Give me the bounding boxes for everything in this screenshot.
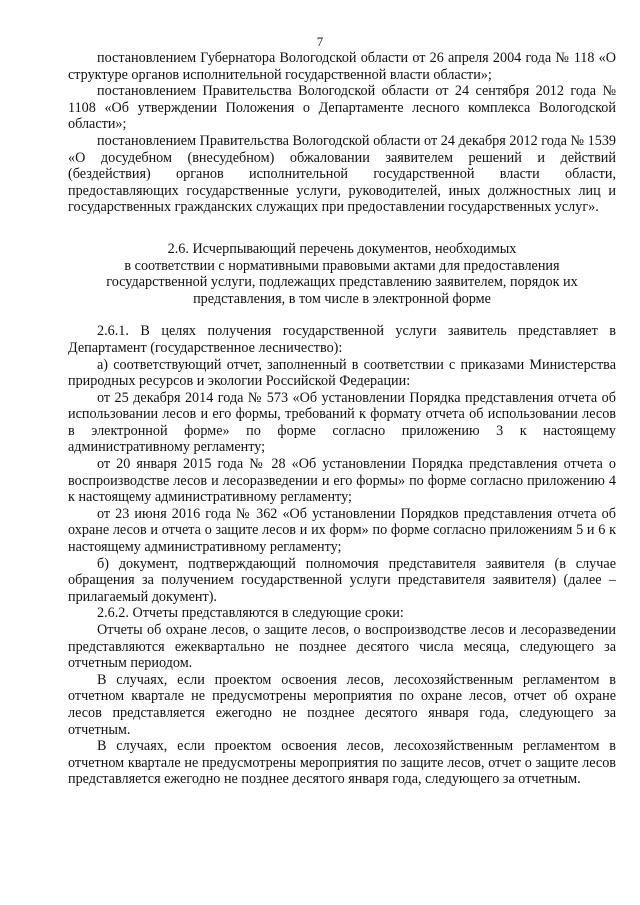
paragraph-decree-1539: постановлением Правительства Вологодской области от 24 декабря 2012 года № 1539 «О досудебном (внесудебном) обжаловании заявителем решений и действий (бездействия) органов исполнительной государственной власти области, предоставляющих государственные услуги, руководителей, иных должностных лиц и государственных гражданских служащих при предоставлении государственных услуг».: [68, 132, 616, 216]
paragraph-order-362: от 23 июня 2016 года № 362 «Об установлении Порядков представления отчета об охране лесов и отчета о защите лесов и их форм» по форме согласно приложениям 5 и 6 к настоящему административному регламенту;: [68, 505, 616, 556]
paragraph-2-6-2: 2.6.2. Отчеты представляются в следующие сроки:: [97, 605, 404, 622]
heading-line: в соответствии с нормативными правовыми актами для предоставления: [124, 257, 560, 274]
paragraph-order-28: от 20 января 2015 года № 28 «Об установлении Порядка представления отчета о воспроизводстве лесов и лесоразведении и его формы» по форме согласно приложению 4 к настоящему административному регламенту;: [68, 456, 616, 506]
paragraph-annual-defense: В случаях, если проектом освоения лесов, лесохозяйственным регламентом в отчетном квартале не предусмотрены мероприятия по защите лесов, отчет о защите лесов представляется ежегодно не позднее десятого января года, следующего за отчетным.: [68, 738, 616, 788]
heading-line: 2.6. Исчерпывающий перечень документов, необходимых: [167, 240, 517, 257]
heading-line: представления, в том числе в электронной форме: [193, 290, 491, 307]
paragraph-2-6-1: 2.6.1. В целях получения государственной услуги заявитель представляет в Департамент (государственное лесничество):: [68, 323, 616, 356]
paragraph-quarterly-reports: Отчеты об охране лесов, о защите лесов, о воспроизводстве лесов и лесоразведении представляются ежеквартально не позднее десятого числа месяца, следующего за отчетным периодом.: [68, 622, 616, 672]
page-number: 7: [316, 34, 324, 49]
paragraph-decree-governor: постановлением Губернатора Вологодской области от 26 апреля 2004 года № 118 «О структуре органов исполнительной государственной власти области»;: [68, 50, 616, 83]
paragraph-decree-1108: постановлением Правительства Вологодской области от 24 сентября 2012 года № 1108 «Об утверждении Положения о Департаменте лесного комплекса Вологодской области»;: [68, 83, 616, 133]
paragraph-annual-protection: В случаях, если проектом освоения лесов, лесохозяйственным регламентом в отчетном квартале не предусмотрены мероприятия по охране лесов, отчет об охране лесов представляется ежегодно не позднее десятого января года, следующего за отчетным.: [68, 671, 616, 738]
paragraph-item-a: а) соответствующий отчет, заполненный в соответствии с приказами Министерства природных ресурсов и экологии Российской Федерации:: [68, 356, 616, 390]
heading-line: государственной услуги, подлежащих представлению заявителем, порядок их: [106, 274, 578, 291]
paragraph-item-b: б) документ, подтверждающий полномочия представителя заявителя (в случае обращения за получением государственной услуги представителя заявителя) (далее – прилагаемый документ).: [68, 555, 616, 605]
section-heading-2-6: [68, 241, 616, 307]
paragraph-order-573: от 25 декабря 2014 года № 573 «Об установлении Порядка представления отчета об использовании лесов и его формы, требований к формату отчета об использовании лесов в электронной форме» по форме согласно приложению 3 к настоящему административному регламенту;: [68, 389, 616, 456]
document-body: [68, 50, 616, 788]
